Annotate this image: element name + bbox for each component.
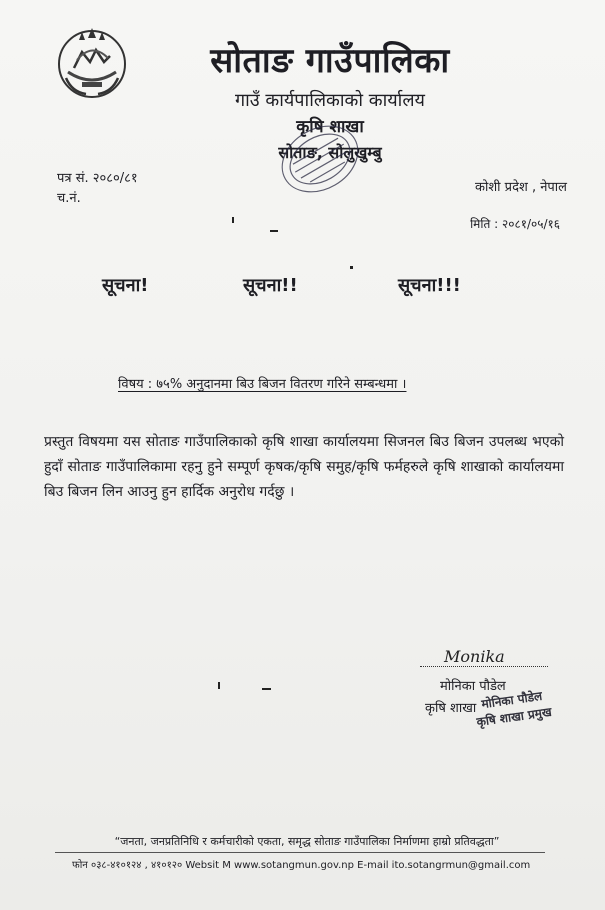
nepal-government-emblem-icon	[52, 22, 132, 102]
office-stamp-icon	[272, 120, 368, 198]
signatory-stamp-name: मोनिका पौडेल	[480, 688, 543, 712]
signer-post: कृषि शाखा	[425, 701, 477, 716]
branch-name: कृषि शाखा	[296, 117, 364, 137]
notice-heading-3: सूचना!!!	[398, 275, 461, 296]
province: कोशी प्रदेश , नेपाल	[474, 180, 567, 195]
signature-scribble-text: Monika	[444, 647, 505, 666]
footer-motto: “जनता, जनप्रतिनिधि र कर्मचारीको एकता, समृद्ध सोताङ गाउँपालिका निर्माणमा हाम्रो प्रतिवद्धता”	[114, 835, 500, 848]
office-address: सोताङ, सोलुखुम्बु	[278, 143, 382, 162]
scan-speck	[262, 688, 271, 690]
notice-heading-1: सूचना!	[102, 275, 149, 296]
org-name: सोताङ गाउँपालिका	[210, 41, 450, 81]
scan-speck	[218, 682, 220, 689]
letter-body: प्रस्तुत विषयमा यस सोताङ गाउँपालिकाको कृषि शाखा कार्यालयमा सिजनल बिउ बिजन उपलब्ध भएको हुदाँ सोताङ गाउँपालिकामा रहनु हुने सम्पूर्ण कृषक/कृषि समुह/कृषि फर्महरुले कृषि शाखाको कार्यालयमा बिउ बिजन लिन आउनु हुन हार्दिक अनुरोध गर्दछु ।	[44, 434, 564, 500]
signature-line	[420, 666, 548, 667]
scan-speck	[270, 230, 278, 232]
dispatch-number: च.नं.	[57, 191, 81, 206]
footer-contact: फोन ०३८-४१०१२४ , ४१०१२० Websit M www.sotangmun.gov.np E-mail ito.sotangrmun@gmail.com	[72, 860, 531, 871]
letter-subject: विषय : ७५% अनुदानमा बिउ बिजन वितरण गरिने सम्बन्धमा ।	[118, 377, 407, 392]
signer-name: मोनिका पौडेल	[440, 679, 506, 694]
scan-speck	[232, 217, 234, 223]
office-name: गाउँ कार्यपालिकाको कार्यालय	[235, 90, 425, 111]
scan-speck	[350, 266, 353, 269]
notice-heading-2: सूचना!!	[243, 275, 298, 296]
signatory-stamp-post: कृषि शाखा प्रमुख	[475, 704, 553, 730]
footer-divider	[55, 852, 545, 853]
letter-date: मिति : २०८१/०५/१६	[470, 217, 560, 231]
reference-number: पत्र सं. २०८०/८१	[57, 171, 138, 186]
